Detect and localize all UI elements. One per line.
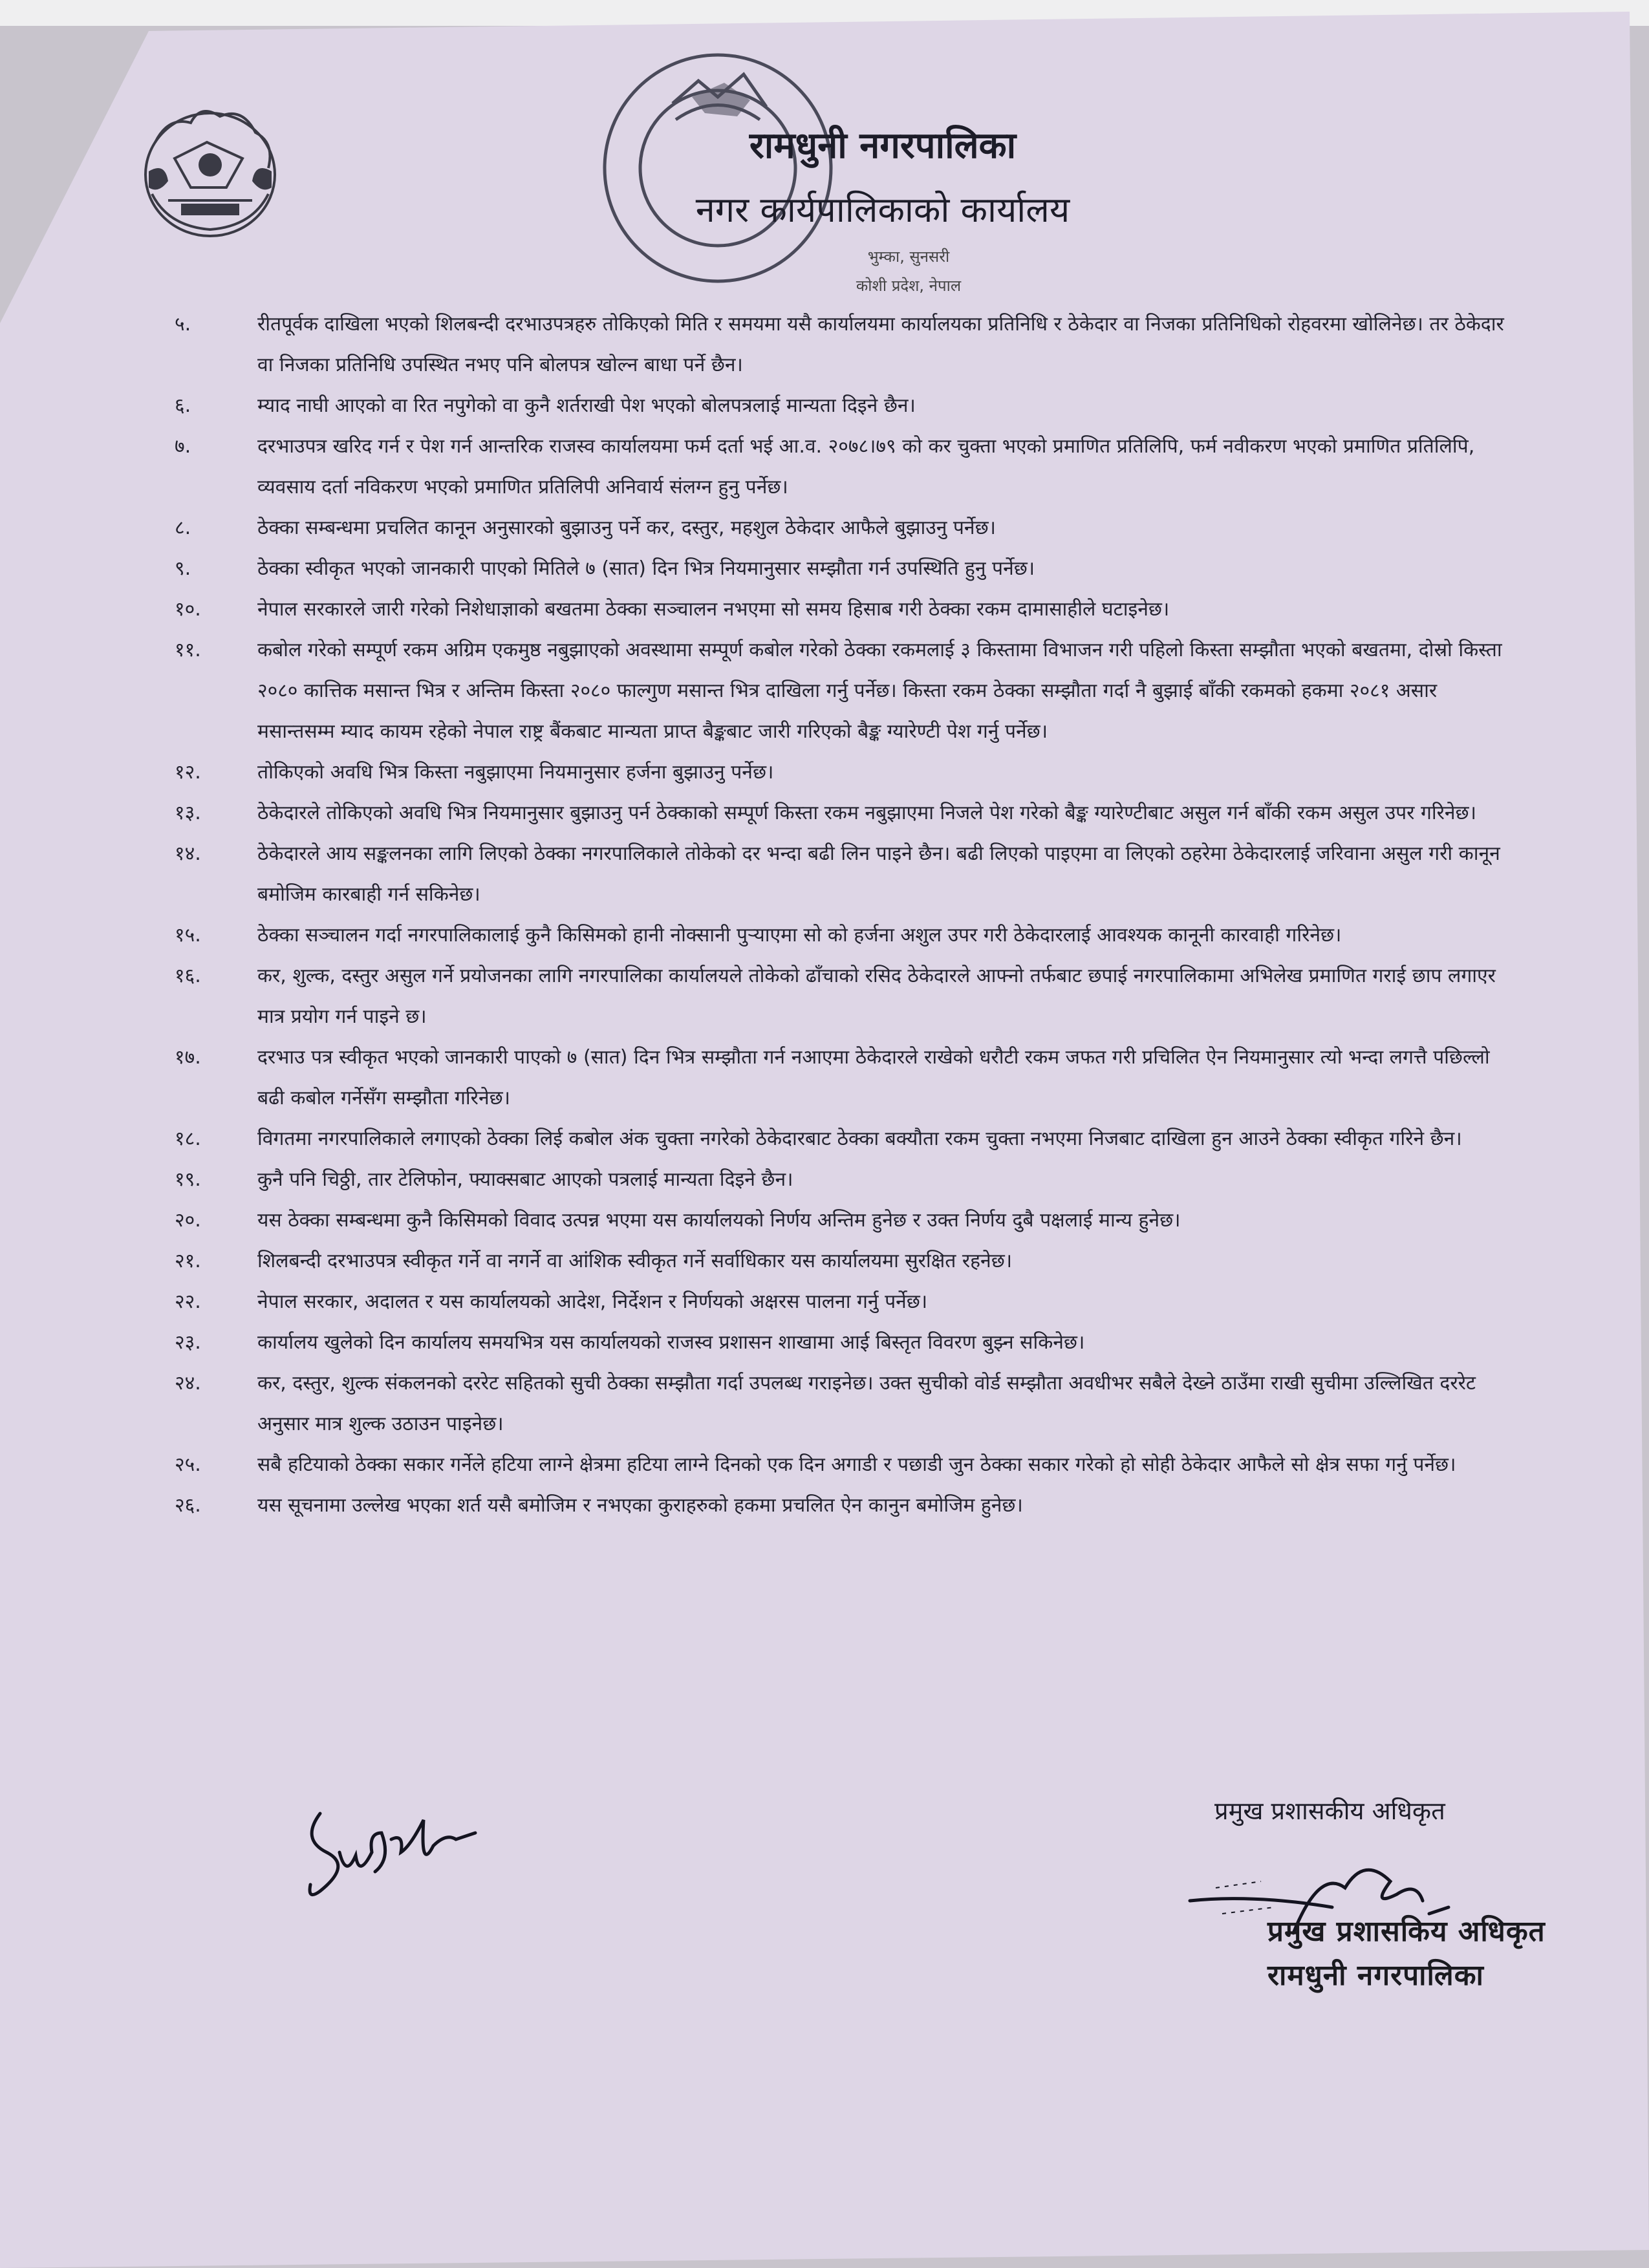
clause-text: कर, शुल्क, दस्तुर असुल गर्ने प्रयोजनका लागि नगरपालिका कार्यालयले तोकेको ढाँचाको रसिद ठेकेदारले आफ्नो तर्फबाट छपाई नगरपालिकामा अभिलेख प्रमाणित गराई छाप लगाएर मात्र प्रयोग गर्न पाइने छ। [257,965,1496,1028]
clause-text: दरभाउपत्र खरिद गर्न र पेश गर्न आन्तरिक राजस्व कार्यालयमा फर्म दर्ता भई आ.व. २०७८।७९ को कर चुक्ता भएको प्रमाणित प्रतिलिपि, फर्म नवीकरण भएको प्रमाणित प्रतिलिपि, व्यवसाय दर्ता नविकरण भएको प्रमाणित प्रतिलिपी अनिवार्य संलग्न हुनु पर्नेछ। [257,435,1475,498]
clause-number: १३. [175,802,201,824]
clause-number: २३. [175,1331,201,1354]
clause-number: १६. [175,965,201,987]
list-item [175,1444,1520,1485]
clause-text: ठेक्का सञ्चालन गर्दा नगरपालिकालाई कुनै किसिमको हानी नोक्सानी पुर्‍याएमा सो को हर्जना अशुल उपर गरी ठेकेदारलाई आवश्यक कानूनी कारवाही गरिनेछ। [257,924,1342,947]
handwritten-signature-left [294,1794,488,1910]
clause-number: ५. [175,313,191,336]
list-item [175,508,1520,548]
seal-designation: प्रमुख प्रशासकिय अधिकृत [1267,1915,1546,1948]
clause-text: कबोल गरेको सम्पूर्ण रकम अग्रिम एकमुष्ठ नबुझाएको अवस्थामा सम्पूर्ण कबोल गरेको ठेक्का रकमलाई ३ किस्तामा विभाजन गरी पहिलो किस्ता सम्झौता भएको बखतमा, दोस्रो किस्ता २०८० कात्तिक मसान्त भित्र र अन्तिम किस्ता २०८० फाल्गुण मसान्त भित्र दाखिला गर्नु पर्नेछ। किस्ता रकम ठेक्का सम्झौता गर्दा नै बुझाई बाँकी रकमको हकमा २०८१ असार मसान्तसम्म म्याद कायम रहेको नेपाल राष्ट्र बैंकबाट मान्यता प्राप्त बैङ्कबाट जारी गरिएको बैङ्क ग्यारेण्टी पेश गर्नु पर्नेछ। [257,639,1502,743]
clause-text: नेपाल सरकारले जारी गरेको निशेधाज्ञाको बखतमा ठेक्का सञ्चालन नभएमा सो समय हिसाब गरी ठेक्का रकम दामासाहीले घटाइनेछ। [257,598,1170,621]
office-province: कोशी प्रदेश, नेपाल [856,277,962,295]
clause-number: १८. [175,1128,201,1150]
list-item [175,1159,1520,1200]
clause-text: सबै हटियाको ठेक्का सकार गर्नेले हटिया लाग्ने क्षेत्रमा हटिया लाग्ने दिनको एक दिन अगाडी र पछाडी जुन ठेक्का सकार गरेको हो सोही ठेकेदार आफैले सो क्षेत्र सफा गर्नु पर्नेछ। [257,1453,1456,1476]
clause-number: ११. [175,639,201,661]
clause-number: ७. [175,435,191,458]
list-item [175,1281,1520,1322]
list-item [175,385,1520,426]
clause-text: यस सूचनामा उल्लेख भएका शर्त यसै बमोजिम र नभएका कुराहरुको हकमा प्रचलित ऐन कानुन बमोजिम हुनेछ। [257,1494,1023,1517]
office-location: भुम्का, सुनसरी [867,248,950,266]
clause-text: शिलबन्दी दरभाउपत्र स्वीकृत गर्ने वा नगर्ने वा आंशिक स्वीकृत गर्ने सर्वाधिकार यस कार्यालयमा सुरक्षित रहनेछ। [257,1250,1013,1272]
office-unit: नगर कार्यपालिकाको कार्यालय [695,189,1070,230]
clause-text: कर, दस्तुर, शुल्क संकलनको दररेट सहितको सुची ठेक्का सम्झौता गर्दा उपलब्ध गराइनेछ। उक्त सुचीको वोर्ड सम्झौता अवधीभर सबैले देख्ने ठाउँमा राखी सुचीमा उल्लिखित दररेट अनुसार मात्र शुल्क उठाउन पाइनेछ। [257,1372,1476,1435]
clause-text: ठेकेदारले आय सङ्कलनका लागि लिएको ठेक्का नगरपालिकाले तोकेको दर भन्दा बढी लिन पाइने छैन। बढी लिएको पाइएमा वा लिएको ठहरेमा ठेकेदारलाई जरिवाना असुल गरी कानून बमोजिम कारबाही गर्न सकिनेछ। [257,842,1500,906]
clause-number: १०. [175,598,201,621]
seal-office-name: रामधुनी नगरपालिका [1267,1959,1484,1992]
list-item [175,1363,1520,1444]
list-item [175,833,1520,915]
signatory-title: प्रमुख प्रशासकीय अधिकृत [1214,1797,1445,1825]
clause-text: म्याद नाघी आएको वा रित नपुगेको वा कुनै शर्तराखी पेश भएको बोलपत्रलाई मान्यता दिइने छैन। [257,394,916,417]
clause-number: २०. [175,1209,201,1232]
clause-text: दरभाउ पत्र स्वीकृत भएको जानकारी पाएको ७ (सात) दिन भित्र सम्झौता गर्न नआएमा ठेकेदारले राखेको धरौटी रकम जफत गरी प्रचिलित ऐन नियमानुसार त्यो भन्दा लगत्तै पछिल्लो बढी कबोल गर्नेसँग सम्झौता गरिनेछ। [257,1046,1490,1109]
clause-text: ठेक्का स्वीकृत भएको जानकारी पाएको मितिले ७ (सात) दिन भित्र नियमानुसार सम्झौता गर्न उपस्थिति हुनु पर्नेछ। [257,557,1035,580]
list-item [175,1037,1520,1118]
clause-text: ठेक्का सम्बन्धमा प्रचलित कानून अनुसारको बुझाउनु पर्ने कर, दस्तुर, महशुल ठेकेदार आफैले बुझाउनु पर्नेछ। [257,517,996,539]
clause-number: ८. [175,517,191,539]
list-item [175,793,1520,833]
list-item [175,630,1520,752]
list-item [175,1200,1520,1241]
clause-text: यस ठेक्का सम्बन्धमा कुनै किसिमको विवाद उत्पन्न भएमा यस कार्यालयको निर्णय अन्तिम हुनेछ र उक्त निर्णय दुबै पक्षलाई मान्य हुनेछ। [257,1209,1181,1232]
list-item [175,304,1520,385]
list-item [175,1241,1520,1281]
list-item [175,1322,1520,1363]
list-item [175,752,1520,793]
clause-number: २६. [175,1494,201,1517]
list-item [175,426,1520,508]
terms-list [175,304,1520,1526]
clause-text: ठेकेदारले तोकिएको अवधि भित्र नियमानुसार बुझाउनु पर्न ठेक्काको सम्पूर्ण किस्ता रकम नबुझाएमा निजले पेश गरेको बैङ्क ग्यारेण्टीबाट असुल गर्न बाँकी रकम असुल उपर गरिनेछ। [257,802,1476,824]
clause-text: विगतमा नगरपालिकाले लगाएको ठेक्का लिई कबोल अंक चुक्ता नगरेको ठेकेदारबाट ठेक्का बक्यौता रकम चुक्ता नभएमा निजबाट दाखिला हुन आउने ठेक्का स्वीकृत गरिने छैन। [257,1128,1462,1150]
clause-number: १९. [175,1168,201,1191]
list-item [175,956,1520,1037]
list-item [175,548,1520,589]
list-item [175,589,1520,630]
clause-number: २२. [175,1290,201,1313]
clause-text: कुनै पनि चिठ्ठी, तार टेलिफोन, फ्याक्सबाट आएको पत्रलाई मान्यता दिइने छैन। [257,1168,793,1191]
clause-number: ६. [175,394,191,417]
clause-number: १५. [175,924,201,947]
list-item [175,1118,1520,1159]
clause-number: १२. [175,761,201,784]
clause-number: ९. [175,557,191,580]
list-item [175,915,1520,956]
clause-text: कार्यालय खुलेको दिन कार्यालय समयभित्र यस कार्यालयको राजस्व प्रशासन शाखामा आई बिस्तृत विवरण बुझ्न सकिनेछ। [257,1331,1085,1354]
clause-text: तोकिएको अवधि भित्र किस्ता नबुझाएमा नियमानुसार हर्जना बुझाउनु पर्नेछ। [257,761,774,784]
clause-number: २५. [175,1453,201,1476]
clause-number: १४. [175,842,201,865]
clause-text: रीतपूर्वक दाखिला भएको शिलबन्दी दरभाउपत्रहरु तोकिएको मिति र समयमा यसै कार्यालयमा कार्यालयका प्रतिनिधि र ठेकेदार वा निजका प्रतिनिधिको रोहवरमा खोलिनेछ। तर ठेकेदार वा निजका प्रतिनिधि उपस्थित नभए पनि बोलपत्र खोल्न बाधा पर्ने छैन। [257,313,1504,376]
clause-number: १७. [175,1046,201,1069]
list-item [175,1485,1520,1526]
officer-rubber-seal [1267,1910,1546,2007]
clause-text: नेपाल सरकार, अदालत र यस कार्यालयको आदेश, निर्देशन र निर्णयको अक्षरस पालना गर्नु पर्नेछ। [257,1290,928,1313]
clause-number: २४. [175,1372,201,1395]
clause-number: २१. [175,1250,201,1272]
office-name: रामधुनी नगरपालिका [749,125,1017,167]
